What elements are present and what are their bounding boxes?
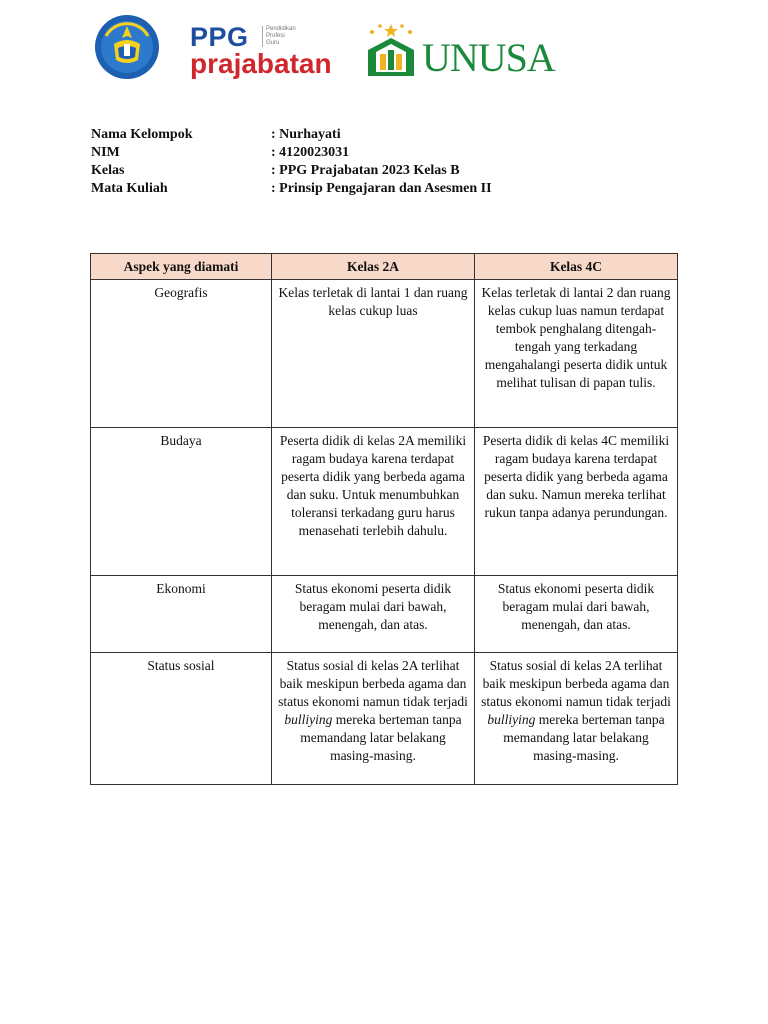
info-row-nama: [91, 126, 651, 144]
kelas-2a-cell: Kelas terletak di lantai 1 dan ruang kelas cukup luas: [272, 280, 475, 428]
info-row-nim: [91, 144, 651, 162]
aspect-cell: Status sosial: [91, 653, 272, 785]
info-value: : Nurhayati: [271, 127, 341, 142]
table-row: [91, 280, 678, 428]
kelas-4c-cell: Kelas terletak di lantai 2 dan ruang kelas cukup luas namun terdapat tembok penghalang ditengah-tengah yang terkadang mengahalangi peserta didik untuk melihat tulisan di papan tulis.: [475, 280, 678, 428]
ppg-sub-line: Profesi: [266, 33, 285, 39]
cell-text: Status sosial di kelas 2A terlihat baik meskipun berbeda agama dan status ekonomi namun tidak terjadi: [278, 658, 468, 709]
table-row: [91, 576, 678, 653]
cell-italic-text: bulliying: [284, 712, 333, 727]
tut-wuri-handayani-icon: [94, 14, 160, 80]
kelas-2a-cell: Peserta didik di kelas 2A memiliki ragam budaya karena terdapat peserta didik yang berbeda agama dan suku. Untuk menumbuhkan toleransi terkadang guru harus menasehati terlebih dahulu.: [272, 428, 475, 576]
observation-table: [90, 253, 678, 785]
info-row-kelas: [91, 162, 651, 180]
info-row-mata-kuliah: [91, 180, 651, 198]
cell-text: mereka berteman tanpa memandang latar belakang masing-masing.: [503, 712, 665, 763]
unusa-logo: [360, 18, 555, 84]
table-header-row: [91, 254, 678, 280]
kelas-4c-cell: Status ekonomi peserta didik beragam mulai dari bawah, menengah, dan atas.: [475, 576, 678, 653]
aspect-cell: Ekonomi: [91, 576, 272, 653]
info-label: Nama Kelompok: [91, 127, 193, 142]
header-kelas-4c: Kelas 4C: [475, 254, 678, 280]
unusa-emblem-icon: [360, 20, 422, 82]
info-value: : 4120023031: [271, 145, 350, 160]
ppg-bottom-text: prajabatan: [190, 48, 332, 79]
table-row: [91, 428, 678, 576]
info-value: : Prinsip Pengajaran dan Asesmen II: [271, 181, 492, 196]
table-row: [91, 653, 678, 785]
kelas-2a-cell: Status ekonomi peserta didik beragam mulai dari bawah, menengah, dan atas.: [272, 576, 475, 653]
ppg-prajabatan-logo: [190, 22, 346, 84]
ppg-sub-line: Pendidikan: [266, 26, 296, 32]
header-aspek: Aspek yang diamati: [91, 254, 272, 280]
info-label: NIM: [91, 145, 120, 160]
kelas-4c-cell: Peserta didik di kelas 4C memiliki ragam budaya karena terdapat peserta didik yang berbeda agama dan suku. Namun mereka terlihat rukun tanpa adanya perundungan.: [475, 428, 678, 576]
info-label: Kelas: [91, 163, 125, 178]
header-logos: [94, 14, 554, 84]
kelas-4c-cell: [475, 653, 678, 785]
ppg-sub-line: Guru: [266, 40, 280, 46]
kelas-2a-cell: [272, 653, 475, 785]
header-kelas-2a: Kelas 2A: [272, 254, 475, 280]
info-value: : PPG Prajabatan 2023 Kelas B: [271, 163, 460, 178]
aspect-cell: Geografis: [91, 280, 272, 428]
cell-text: mereka berteman tanpa memandang latar belakang masing-masing.: [300, 712, 462, 763]
cell-text: Status sosial di kelas 2A terlihat baik meskipun berbeda agama dan status ekonomi namun tidak terjadi: [481, 658, 671, 709]
cell-italic-text: bulliying: [487, 712, 536, 727]
student-info: [91, 126, 651, 198]
ppg-top-text: PPG: [190, 22, 249, 52]
aspect-cell: Budaya: [91, 428, 272, 576]
info-label: Mata Kuliah: [91, 181, 168, 196]
ppg-subtitle: [262, 26, 296, 47]
unusa-wordmark: UNUSA: [422, 35, 555, 80]
